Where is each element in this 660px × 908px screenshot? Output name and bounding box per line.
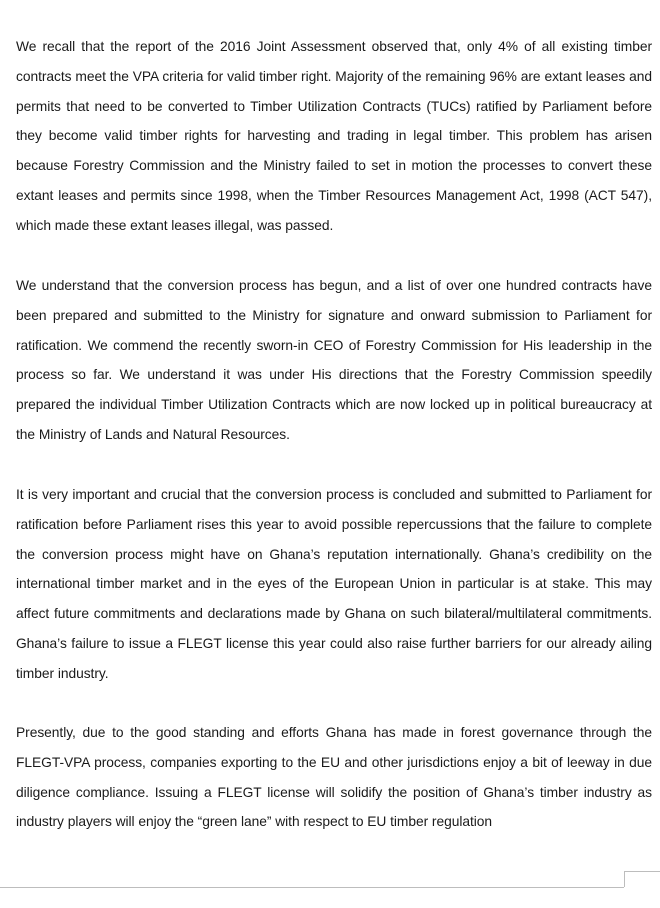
paragraph-conversion-process: We understand that the conversion process has begun, and a list of over one hundred contracts have been prepared and submitted to the Ministry for signature and onward submission to Parliament for ratification. We commend the recently sworn-in CEO of Forestry Commission for His leadership in the process so far. We understand it was under His directions that the Forestry Commission speedily prepared the individual Timber Utilization Contracts which are now locked up in political bureaucracy at the Ministry of Lands and Natural Resources. (16, 278, 652, 442)
page-corner-mark (624, 871, 660, 887)
paragraph-ratification-urgency: It is very important and crucial that the conversion process is concluded and submitted to Parliament for ratification before Parliament rises this year to avoid possible repercussions that the failure to complete the conversion process might have on Ghana’s reputation internationally. Ghana’s credibility on the international timber market and in the eyes of the European Union in particular is at stake. This may affect future commitments and declarations made by Ghana on such bilateral/multilateral commitments. Ghana’s failure to issue a FLEGT license this year could also raise further barriers for our already ailing timber industry. (16, 487, 652, 681)
paragraph-flegt-license: Presently, due to the good standing and efforts Ghana has made in forest governance through the FLEGT-VPA process, companies exporting to the EU and other jurisdictions enjoy a bit of leeway in due diligence compliance. Issuing a FLEGT license will solidify the position of Ghana’s timber industry as industry players will enjoy the “green lane” with respect to EU timber regulation (16, 725, 652, 830)
page-bottom-rule (0, 887, 624, 888)
paragraph-joint-assessment: We recall that the report of the 2016 Joint Assessment observed that, only 4% of all existing timber contracts meet the VPA criteria for valid timber right. Majority of the remaining 96% are extant leases and permits that need to be converted to Timber Utilization Contracts (TUCs) ratified by Parliament before they become valid timber rights for harvesting and trading in legal timber. This problem has arisen because Forestry Commission and the Ministry failed to set in motion the processes to convert these extant leases and permits since 1998, when the Timber Resources Management Act, 1998 (ACT 547), which made these extant leases illegal, was passed. (16, 39, 652, 233)
